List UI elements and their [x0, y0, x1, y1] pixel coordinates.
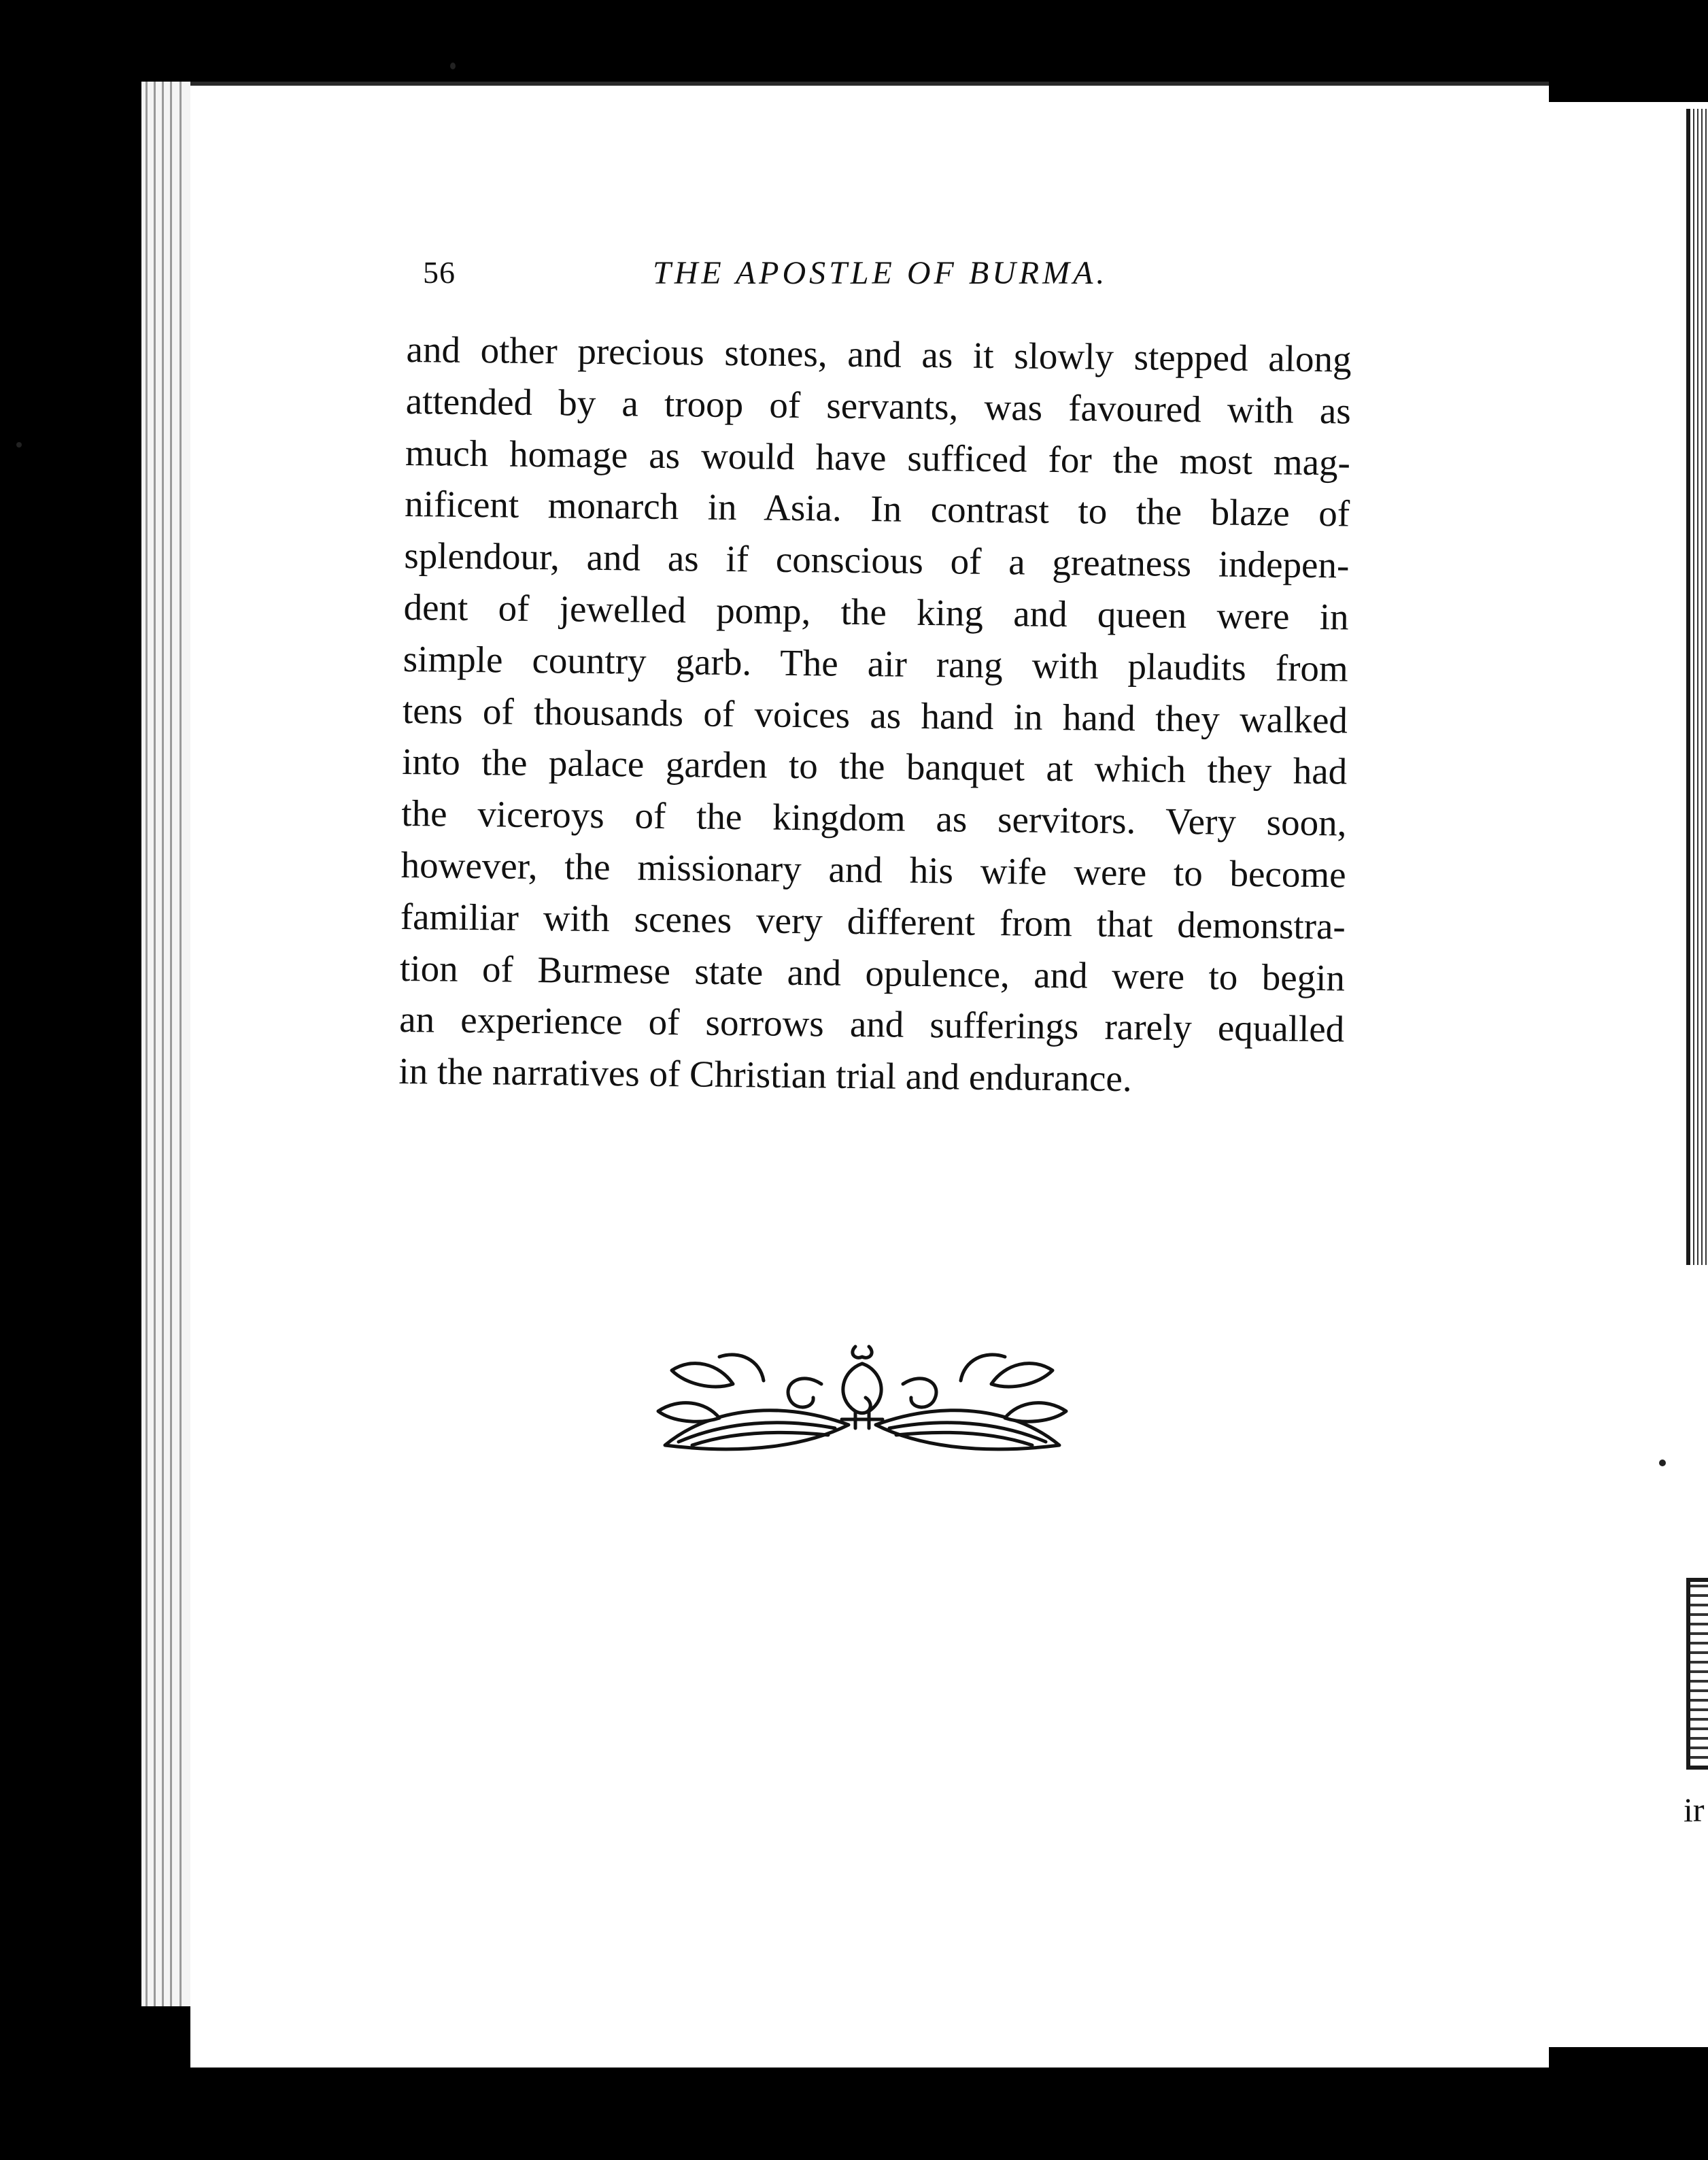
- text-line: and other precious stones, and as it slowly stepped along: [406, 328, 1352, 380]
- text-line: into the palace garden to the banquet at which they had: [401, 741, 1348, 792]
- text-line: however, the missionary and his wife were to become: [400, 843, 1346, 896]
- page-number: 56: [423, 255, 456, 290]
- text-line: nificent monarch in Asia. In contrast to the blaze of: [404, 483, 1350, 535]
- body-paragraph: [398, 324, 1352, 1107]
- page-edge-line: [162, 82, 164, 2006]
- right-page-fragment: [1537, 102, 1708, 2047]
- text-line: in the narratives of Christian trial and endurance.: [398, 1050, 1132, 1100]
- running-head: THE APOSTLE OF BURMA.: [653, 255, 1108, 291]
- page-top-edge: [190, 82, 1549, 86]
- dust-speck: [16, 442, 22, 448]
- text-line: the viceroys of the kingdom as servitors. Very soon,: [401, 792, 1347, 844]
- right-page-border-ornament: [1686, 1578, 1708, 1770]
- page-edge-line: [146, 82, 148, 2006]
- dust-speck: [450, 63, 456, 69]
- right-page-text-fragment: ir: [1684, 1791, 1705, 1829]
- text-line: familiar with scenes very different from that demonstra-: [400, 895, 1346, 947]
- text-line: tion of Burmese state and opulence, and were to begin: [399, 947, 1346, 999]
- text-line: splendour, and as if conscious of a greatness indepen-: [404, 535, 1350, 586]
- page-edge-stack: [141, 82, 190, 2006]
- text-line: dent of jewelled pomp, the king and queen were in: [403, 586, 1349, 638]
- text-line: much homage as would have sufficed for the most mag-: [405, 431, 1351, 484]
- page-edge-line: [154, 82, 156, 2006]
- page-edge-line: [180, 82, 182, 2006]
- text-line: tens of thousands of voices as hand in hand they walked: [402, 689, 1348, 741]
- text-line: an experience of sorrows and sufferings rarely equalled: [398, 998, 1345, 1050]
- right-page-border-frame: [1686, 109, 1708, 1265]
- text-line: simple country garb. The air rang with plaudits from: [403, 637, 1349, 690]
- floral-tailpiece-ornament-icon: [651, 1343, 1073, 1472]
- dust-speck: [1659, 1459, 1666, 1466]
- page-edge-line: [170, 82, 172, 2006]
- text-line: attended by a troop of servants, was favoured with as: [405, 379, 1352, 432]
